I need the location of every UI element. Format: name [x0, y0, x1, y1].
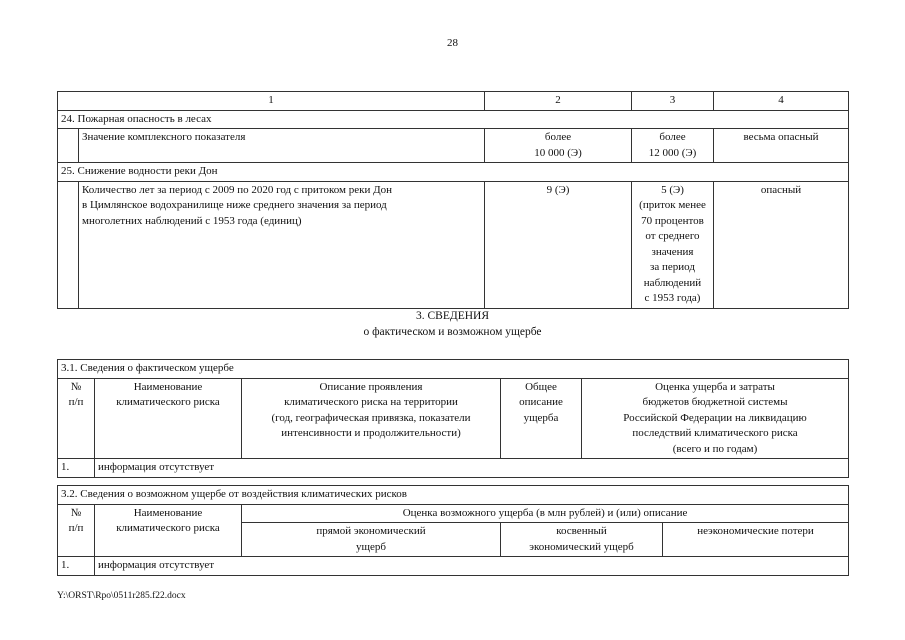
section-row	[58, 163, 849, 182]
row-value-4: опасный	[714, 181, 849, 308]
table-row	[58, 129, 849, 163]
col-header-1: 1	[58, 92, 485, 111]
header-num: № п/п	[58, 378, 95, 459]
section-heading: 3. СВЕДЕНИЯ	[415, 310, 489, 322]
actual-damage-table	[57, 359, 849, 478]
header-general: Общее описание ущерба	[501, 378, 582, 459]
page-number: 28	[447, 37, 458, 49]
header-name: Наименование климатического риска	[95, 504, 242, 557]
row-value-2: 9 (Э)	[485, 181, 632, 308]
section-title-25: 25. Снижение водности реки Дон	[58, 163, 849, 182]
table-row	[58, 181, 849, 308]
header-num: № п/п	[58, 504, 95, 557]
row-value-3: 5 (Э) (приток менее 70 процентов от среднего значения за период наблюдений с 1953 года)	[632, 181, 714, 308]
header-indirect: косвенный экономический ущерб	[501, 523, 663, 557]
row-value-4: весьма опасный	[714, 129, 849, 163]
row-num: 1.	[58, 557, 95, 576]
row-num: 1.	[58, 459, 95, 478]
row-description: Значение комплексного показателя	[79, 129, 485, 163]
header-direct: прямой экономический ущерб	[242, 523, 501, 557]
row-value-2: более 10 000 (Э)	[485, 129, 632, 163]
header-name: Наименование климатического риска	[95, 378, 242, 459]
header-estimate: Оценка ущерба и затраты бюджетов бюджетной системы Российской Федерации на ликвидацию последствий климатического риска (всего и по годам)	[582, 378, 849, 459]
table-header-row	[58, 504, 849, 523]
table-title: 3.1. Сведения о фактическом ущербе	[58, 360, 849, 379]
risk-values-table	[57, 91, 849, 309]
col-header-4: 4	[714, 92, 849, 111]
col-header-3: 3	[632, 92, 714, 111]
row-text: информация отсутствует	[95, 459, 849, 478]
table-row	[58, 557, 849, 576]
possible-damage-table	[57, 485, 849, 576]
col-header-2: 2	[485, 92, 632, 111]
indent-cell	[58, 129, 79, 163]
row-text: информация отсутствует	[95, 557, 849, 576]
section-row	[58, 110, 849, 129]
table-title-row	[58, 360, 849, 379]
table-title: 3.2. Сведения о возможном ущербе от воздействия климатических рисков	[58, 486, 849, 505]
header-noneconomic: неэкономические потери	[663, 523, 849, 557]
header-description: Описание проявления климатического риска на территории (год, географическая привязка, показатели интенсивности и продолжительности)	[242, 378, 501, 459]
section-title-24: 24. Пожарная опасность в лесах	[58, 110, 849, 129]
row-description: Количество лет за период с 2009 по 2020 год с притоком реки Дон в Цимлянское водохранилище ниже среднего значения за период многолетних наблюдений с 1953 года (единиц)	[79, 181, 485, 308]
table-title-row	[58, 486, 849, 505]
header-estimate: Оценка возможного ущерба (в млн рублей) и (или) описание	[242, 504, 849, 523]
row-value-3: более 12 000 (Э)	[632, 129, 714, 163]
table-header-row	[58, 92, 849, 111]
indent-cell	[58, 181, 79, 308]
file-path-footer: Y:\ORST\Rpo\0511r285.f22.docx	[57, 591, 186, 601]
section-subheading: о фактическом и возможном ущербе	[363, 326, 542, 338]
table-row	[58, 459, 849, 478]
table-header-row	[58, 378, 849, 459]
